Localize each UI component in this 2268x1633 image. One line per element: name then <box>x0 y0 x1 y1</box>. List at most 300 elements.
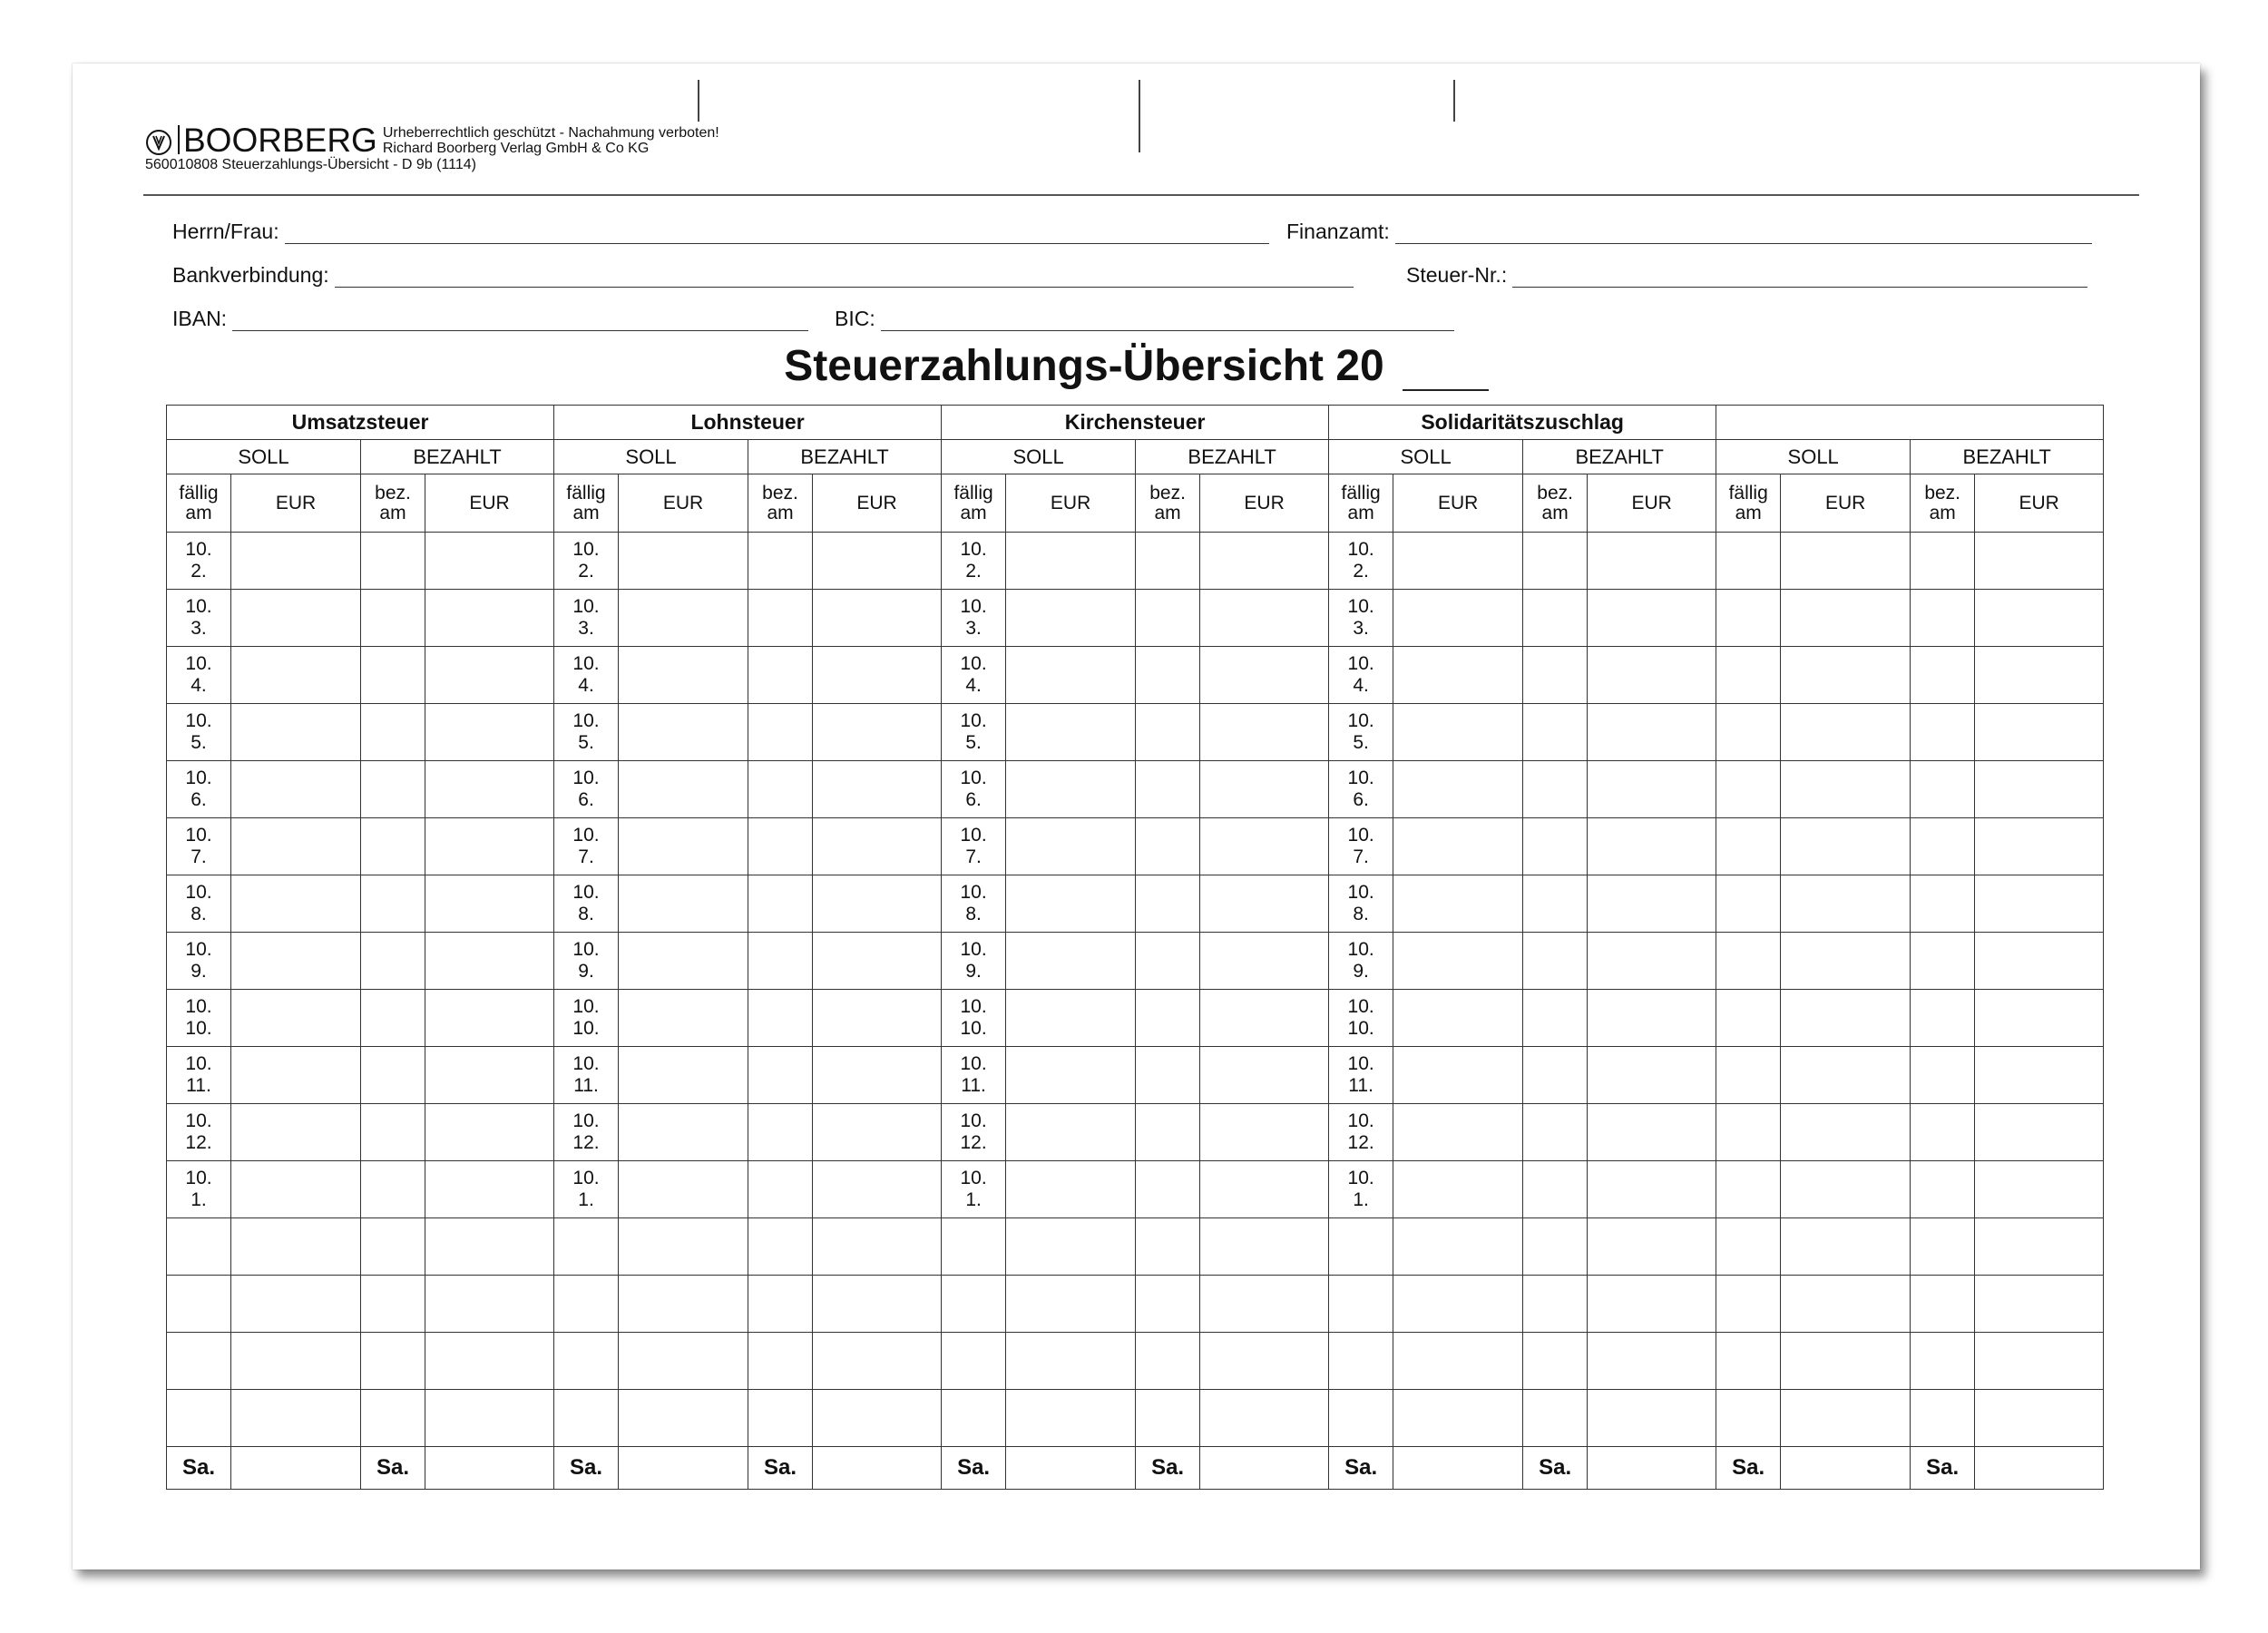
paid-date-cell[interactable] <box>1136 933 1200 990</box>
amount-cell[interactable] <box>1975 1218 2104 1276</box>
amount-cell[interactable] <box>1975 1104 2104 1161</box>
amount-cell[interactable] <box>1200 1218 1329 1276</box>
eur-header: EUR <box>1200 474 1329 533</box>
amount-cell[interactable] <box>813 933 942 990</box>
paid-date-cell[interactable] <box>1136 990 1200 1047</box>
paid-date-cell[interactable] <box>748 533 813 590</box>
sum-amount-cell[interactable] <box>1588 1447 1716 1490</box>
paid-date-cell[interactable] <box>1523 818 1588 875</box>
amount-cell[interactable] <box>1588 875 1716 933</box>
amount-cell[interactable] <box>1975 1333 2104 1390</box>
amount-cell[interactable] <box>619 533 748 590</box>
amount-cell[interactable] <box>1393 647 1523 704</box>
bez-am-header: bez. am <box>748 474 813 533</box>
tax-group-header: Kirchensteuer <box>942 406 1329 440</box>
bankverbindung-line[interactable] <box>335 267 1354 288</box>
paid-date-cell[interactable] <box>1136 875 1200 933</box>
steuer-nr-label: Steuer-Nr.: <box>1406 263 1508 287</box>
amount-cell[interactable] <box>231 1047 361 1104</box>
amount-cell[interactable] <box>231 875 361 933</box>
amount-cell[interactable] <box>1975 590 2104 647</box>
amount-cell[interactable] <box>1006 990 1136 1047</box>
year-blank[interactable] <box>1403 355 1489 391</box>
paid-date-cell[interactable] <box>1911 1047 1975 1104</box>
paid-date-cell[interactable] <box>361 875 425 933</box>
amount-cell[interactable] <box>1200 1390 1329 1447</box>
amount-cell[interactable] <box>813 1218 942 1276</box>
sum-amount-cell[interactable] <box>231 1447 361 1490</box>
amount-cell[interactable] <box>1393 990 1523 1047</box>
paid-date-cell[interactable] <box>361 761 425 818</box>
paid-date-cell[interactable] <box>1911 1104 1975 1161</box>
amount-cell[interactable] <box>619 1276 748 1333</box>
amount-cell[interactable] <box>231 1390 361 1447</box>
paid-date-cell[interactable] <box>1523 590 1588 647</box>
amount-cell[interactable] <box>231 704 361 761</box>
amount-cell[interactable] <box>1393 590 1523 647</box>
due-date-cell <box>1716 1047 1781 1104</box>
amount-cell[interactable] <box>1975 875 2104 933</box>
amount-cell[interactable] <box>1781 533 1911 590</box>
fold-mark <box>1453 80 1455 122</box>
amount-cell[interactable] <box>1200 875 1329 933</box>
sum-amount-cell[interactable] <box>425 1447 554 1490</box>
sum-amount-cell[interactable] <box>619 1447 748 1490</box>
paid-date-cell[interactable] <box>361 590 425 647</box>
paid-date-cell[interactable] <box>1136 533 1200 590</box>
amount-cell[interactable] <box>1588 1276 1716 1333</box>
amount-cell[interactable] <box>1588 1333 1716 1390</box>
paid-date-cell[interactable] <box>748 1333 813 1390</box>
faellig-am-header: fällig am <box>1716 474 1781 533</box>
paid-date-cell[interactable] <box>361 1047 425 1104</box>
sum-label: Sa. <box>361 1447 425 1490</box>
paid-date-cell[interactable] <box>361 533 425 590</box>
amount-cell[interactable] <box>1200 990 1329 1047</box>
paid-date-cell[interactable] <box>1523 1161 1588 1218</box>
amount-cell[interactable] <box>1393 1390 1523 1447</box>
amount-cell[interactable] <box>619 1161 748 1218</box>
sum-amount-cell[interactable] <box>1393 1447 1523 1490</box>
amount-cell[interactable] <box>1781 590 1911 647</box>
amount-cell[interactable] <box>1393 1047 1523 1104</box>
paid-date-cell[interactable] <box>1911 1218 1975 1276</box>
due-date-cell: 10. 9. <box>167 933 231 990</box>
paid-date-cell[interactable] <box>1523 990 1588 1047</box>
amount-cell[interactable] <box>231 990 361 1047</box>
paid-date-cell[interactable] <box>748 875 813 933</box>
copyright-notice: Urheberrechtlich geschützt - Nachahmung verboten! <box>382 125 719 141</box>
amount-cell[interactable] <box>1200 1333 1329 1390</box>
amount-cell[interactable] <box>231 1333 361 1390</box>
paid-date-cell[interactable] <box>1136 1047 1200 1104</box>
amount-cell[interactable] <box>619 1218 748 1276</box>
amount-cell[interactable] <box>1588 1161 1716 1218</box>
due-date-cell <box>1716 1276 1781 1333</box>
amount-cell[interactable] <box>231 1161 361 1218</box>
steuer-nr-line[interactable] <box>1512 267 2087 288</box>
table-row <box>167 647 2104 704</box>
soll-header: SOLL <box>167 440 361 474</box>
amount-cell[interactable] <box>1781 875 1911 933</box>
amount-cell[interactable] <box>1781 1218 1911 1276</box>
company-name: Richard Boorberg Verlag GmbH & Co KG <box>382 141 650 156</box>
amount-cell[interactable] <box>425 590 554 647</box>
due-date-cell: 10. 8. <box>167 875 231 933</box>
paid-date-cell[interactable] <box>1523 761 1588 818</box>
amount-cell[interactable] <box>1975 704 2104 761</box>
amount-cell[interactable] <box>1781 818 1911 875</box>
paid-date-cell[interactable] <box>1911 933 1975 990</box>
amount-cell[interactable] <box>231 1104 361 1161</box>
due-date-cell <box>1716 990 1781 1047</box>
paid-date-cell[interactable] <box>361 990 425 1047</box>
amount-cell[interactable] <box>1588 590 1716 647</box>
header-divider <box>143 194 2139 196</box>
amount-cell[interactable] <box>619 590 748 647</box>
paid-date-cell[interactable] <box>748 1047 813 1104</box>
paid-date-cell[interactable] <box>748 1218 813 1276</box>
amount-cell[interactable] <box>619 1390 748 1447</box>
amount-cell[interactable] <box>619 761 748 818</box>
amount-cell[interactable] <box>1200 761 1329 818</box>
amount-cell[interactable] <box>813 704 942 761</box>
paid-date-cell[interactable] <box>1136 704 1200 761</box>
paid-date-cell[interactable] <box>1911 1276 1975 1333</box>
amount-cell[interactable] <box>1200 590 1329 647</box>
bic-line[interactable] <box>881 310 1454 331</box>
paid-date-cell[interactable] <box>1523 933 1588 990</box>
amount-cell[interactable] <box>1006 533 1136 590</box>
amount-cell[interactable] <box>1781 1276 1911 1333</box>
paid-date-cell[interactable] <box>1136 1104 1200 1161</box>
amount-cell[interactable] <box>1200 1104 1329 1161</box>
amount-cell[interactable] <box>1393 1218 1523 1276</box>
amount-cell[interactable] <box>1975 1276 2104 1333</box>
paid-date-cell[interactable] <box>1523 1104 1588 1161</box>
amount-cell[interactable] <box>1588 533 1716 590</box>
amount-cell[interactable] <box>619 647 748 704</box>
paid-date-cell[interactable] <box>1911 704 1975 761</box>
amount-cell[interactable] <box>425 1047 554 1104</box>
amount-cell[interactable] <box>1588 761 1716 818</box>
paid-date-cell[interactable] <box>1523 704 1588 761</box>
paid-date-cell[interactable] <box>748 590 813 647</box>
amount-cell[interactable] <box>813 818 942 875</box>
paid-date-cell[interactable] <box>1136 1390 1200 1447</box>
paid-date-cell[interactable] <box>361 647 425 704</box>
amount-cell[interactable] <box>1006 647 1136 704</box>
paid-date-cell[interactable] <box>1523 1333 1588 1390</box>
amount-cell[interactable] <box>1781 1047 1911 1104</box>
amount-cell[interactable] <box>1393 1276 1523 1333</box>
amount-cell[interactable] <box>425 1276 554 1333</box>
paid-date-cell[interactable] <box>748 704 813 761</box>
amount-cell[interactable] <box>425 875 554 933</box>
amount-cell[interactable] <box>231 590 361 647</box>
amount-cell[interactable] <box>1200 933 1329 990</box>
soll-header: SOLL <box>1716 440 1911 474</box>
due-date-cell: 10. 11. <box>1329 1047 1393 1104</box>
amount-cell[interactable] <box>425 933 554 990</box>
amount-cell[interactable] <box>1781 647 1911 704</box>
paid-date-cell[interactable] <box>361 1161 425 1218</box>
amount-cell[interactable] <box>813 590 942 647</box>
paid-date-cell[interactable] <box>1523 533 1588 590</box>
paid-date-cell[interactable] <box>1136 1333 1200 1390</box>
amount-cell[interactable] <box>1393 704 1523 761</box>
amount-cell[interactable] <box>1393 933 1523 990</box>
amount-cell[interactable] <box>231 933 361 990</box>
paid-date-cell[interactable] <box>1523 875 1588 933</box>
paid-date-cell[interactable] <box>1136 761 1200 818</box>
amount-cell[interactable] <box>1200 704 1329 761</box>
iban-line[interactable] <box>232 310 808 331</box>
amount-cell[interactable] <box>1588 933 1716 990</box>
amount-cell[interactable] <box>813 1047 942 1104</box>
sum-label: Sa. <box>942 1447 1006 1490</box>
due-date-cell <box>1716 761 1781 818</box>
paid-date-cell[interactable] <box>1523 1218 1588 1276</box>
due-date-cell <box>167 1276 231 1333</box>
herrn-frau-field[interactable] <box>172 220 1269 244</box>
paid-date-cell[interactable] <box>1911 1333 1975 1390</box>
herrn-frau-line[interactable] <box>285 223 1269 244</box>
amount-cell[interactable] <box>1200 1276 1329 1333</box>
amount-cell[interactable] <box>231 647 361 704</box>
due-date-cell: 10. 5. <box>1329 704 1393 761</box>
amount-cell[interactable] <box>813 875 942 933</box>
paid-date-cell[interactable] <box>1911 1390 1975 1447</box>
bezahlt-header: BEZAHLT <box>361 440 554 474</box>
amount-cell[interactable] <box>1588 818 1716 875</box>
due-date-cell: 10. 2. <box>167 533 231 590</box>
paid-date-cell[interactable] <box>748 1104 813 1161</box>
table-row <box>167 875 2104 933</box>
amount-cell[interactable] <box>425 1333 554 1390</box>
amount-cell[interactable] <box>425 761 554 818</box>
amount-cell[interactable] <box>231 1276 361 1333</box>
amount-cell[interactable] <box>1781 990 1911 1047</box>
amount-cell[interactable] <box>1588 1047 1716 1104</box>
iban-field[interactable] <box>172 307 808 331</box>
paid-date-cell[interactable] <box>1523 1276 1588 1333</box>
amount-cell[interactable] <box>1781 933 1911 990</box>
bic-field[interactable] <box>835 307 1454 331</box>
paid-date-cell[interactable] <box>748 1276 813 1333</box>
finanzamt-line[interactable] <box>1395 223 2092 244</box>
sum-amount-cell[interactable] <box>1200 1447 1329 1490</box>
paid-date-cell[interactable] <box>1136 818 1200 875</box>
amount-cell[interactable] <box>619 1104 748 1161</box>
amount-cell[interactable] <box>1006 761 1136 818</box>
sum-amount-cell[interactable] <box>1006 1447 1136 1490</box>
paid-date-cell[interactable] <box>748 1390 813 1447</box>
tax-group-header: Solidaritätszuschlag <box>1329 406 1716 440</box>
amount-cell[interactable] <box>619 875 748 933</box>
amount-cell[interactable] <box>1781 1104 1911 1161</box>
amount-cell[interactable] <box>1393 1161 1523 1218</box>
due-date-cell: 10. 3. <box>554 590 619 647</box>
amount-cell[interactable] <box>1781 1390 1911 1447</box>
due-date-cell: 10. 8. <box>554 875 619 933</box>
amount-cell[interactable] <box>619 1333 748 1390</box>
amount-cell[interactable] <box>1393 818 1523 875</box>
paid-date-cell[interactable] <box>1136 1276 1200 1333</box>
bankverbindung-field[interactable] <box>172 263 1354 288</box>
paid-date-cell[interactable] <box>1136 647 1200 704</box>
amount-cell[interactable] <box>1975 647 2104 704</box>
paid-date-cell[interactable] <box>1523 1047 1588 1104</box>
amount-cell[interactable] <box>1588 647 1716 704</box>
amount-cell[interactable] <box>619 818 748 875</box>
paid-date-cell[interactable] <box>361 1104 425 1161</box>
amount-cell[interactable] <box>1781 704 1911 761</box>
amount-cell[interactable] <box>231 761 361 818</box>
amount-cell[interactable] <box>1975 1047 2104 1104</box>
paid-date-cell[interactable] <box>748 761 813 818</box>
amount-cell[interactable] <box>425 1104 554 1161</box>
amount-cell[interactable] <box>425 990 554 1047</box>
amount-cell[interactable] <box>231 533 361 590</box>
paid-date-cell[interactable] <box>1911 761 1975 818</box>
amount-cell[interactable] <box>1393 875 1523 933</box>
amount-cell[interactable] <box>619 704 748 761</box>
paid-date-cell[interactable] <box>1911 590 1975 647</box>
paid-date-cell[interactable] <box>1136 590 1200 647</box>
amount-cell[interactable] <box>1006 875 1136 933</box>
bezahlt-header: BEZAHLT <box>748 440 942 474</box>
amount-cell[interactable] <box>1006 818 1136 875</box>
due-date-cell: 10. 12. <box>942 1104 1006 1161</box>
paid-date-cell[interactable] <box>361 1276 425 1333</box>
amount-cell[interactable] <box>813 533 942 590</box>
amount-cell[interactable] <box>1588 1218 1716 1276</box>
soll-header: SOLL <box>1329 440 1523 474</box>
amount-cell[interactable] <box>1200 647 1329 704</box>
amount-cell[interactable] <box>1200 1047 1329 1104</box>
amount-cell[interactable] <box>231 818 361 875</box>
amount-cell[interactable] <box>813 1104 942 1161</box>
amount-cell[interactable] <box>1393 761 1523 818</box>
finanzamt-field[interactable] <box>1286 220 2092 244</box>
paid-date-cell[interactable] <box>1136 1218 1200 1276</box>
amount-cell[interactable] <box>1006 933 1136 990</box>
amount-cell[interactable] <box>1393 533 1523 590</box>
title-text: Steuerzahlungs-Übersicht 20 <box>784 342 1384 390</box>
paid-date-cell[interactable] <box>748 647 813 704</box>
amount-cell[interactable] <box>1588 704 1716 761</box>
amount-cell[interactable] <box>1588 990 1716 1047</box>
amount-cell[interactable] <box>1975 933 2104 990</box>
amount-cell[interactable] <box>425 1161 554 1218</box>
amount-cell[interactable] <box>425 818 554 875</box>
amount-cell[interactable] <box>1588 1390 1716 1447</box>
amount-cell[interactable] <box>1975 1390 2104 1447</box>
due-date-cell: 10. 11. <box>942 1047 1006 1104</box>
paid-date-cell[interactable] <box>361 933 425 990</box>
amount-cell[interactable] <box>1006 1047 1136 1104</box>
amount-cell[interactable] <box>813 647 942 704</box>
paid-date-cell[interactable] <box>748 990 813 1047</box>
amount-cell[interactable] <box>1006 704 1136 761</box>
amount-cell[interactable] <box>1975 818 2104 875</box>
sum-amount-cell[interactable] <box>813 1447 942 1490</box>
paid-date-cell[interactable] <box>1911 533 1975 590</box>
paid-date-cell[interactable] <box>748 1161 813 1218</box>
due-date-cell <box>1716 647 1781 704</box>
amount-cell[interactable] <box>425 647 554 704</box>
sum-amount-cell[interactable] <box>1781 1447 1911 1490</box>
amount-cell[interactable] <box>1588 1104 1716 1161</box>
amount-cell[interactable] <box>231 1218 361 1276</box>
amount-cell[interactable] <box>425 1218 554 1276</box>
paid-date-cell[interactable] <box>361 1333 425 1390</box>
amount-cell[interactable] <box>813 1390 942 1447</box>
amount-cell[interactable] <box>1006 1218 1136 1276</box>
amount-cell[interactable] <box>619 933 748 990</box>
paid-date-cell[interactable] <box>1911 818 1975 875</box>
amount-cell[interactable] <box>425 704 554 761</box>
sum-amount-cell[interactable] <box>1975 1447 2104 1490</box>
amount-cell[interactable] <box>1781 1333 1911 1390</box>
paid-date-cell[interactable] <box>748 933 813 990</box>
amount-cell[interactable] <box>1781 1161 1911 1218</box>
amount-cell[interactable] <box>1006 590 1136 647</box>
paid-date-cell[interactable] <box>361 1390 425 1447</box>
paid-date-cell[interactable] <box>1523 1390 1588 1447</box>
amount-cell[interactable] <box>1975 1161 2104 1218</box>
amount-cell[interactable] <box>1200 818 1329 875</box>
amount-cell[interactable] <box>1975 533 2104 590</box>
amount-cell[interactable] <box>1006 1104 1136 1161</box>
amount-cell[interactable] <box>813 1333 942 1390</box>
amount-cell[interactable] <box>425 533 554 590</box>
amount-cell[interactable] <box>619 990 748 1047</box>
amount-cell[interactable] <box>425 1390 554 1447</box>
amount-cell[interactable] <box>1006 1276 1136 1333</box>
amount-cell[interactable] <box>813 1276 942 1333</box>
paid-date-cell[interactable] <box>1911 1161 1975 1218</box>
amount-cell[interactable] <box>1393 1333 1523 1390</box>
due-date-cell: 10. 11. <box>554 1047 619 1104</box>
amount-cell[interactable] <box>813 990 942 1047</box>
amount-cell[interactable] <box>813 1161 942 1218</box>
amount-cell[interactable] <box>1393 1104 1523 1161</box>
paid-date-cell[interactable] <box>1911 990 1975 1047</box>
paid-date-cell[interactable] <box>361 704 425 761</box>
paid-date-cell[interactable] <box>1523 647 1588 704</box>
amount-cell[interactable] <box>1975 761 2104 818</box>
amount-cell[interactable] <box>1006 1333 1136 1390</box>
paid-date-cell[interactable] <box>361 818 425 875</box>
amount-cell[interactable] <box>1200 1161 1329 1218</box>
paid-date-cell[interactable] <box>361 1218 425 1276</box>
amount-cell[interactable] <box>1200 533 1329 590</box>
paid-date-cell[interactable] <box>1911 875 1975 933</box>
amount-cell[interactable] <box>619 1047 748 1104</box>
table-row <box>167 1047 2104 1104</box>
amount-cell[interactable] <box>813 761 942 818</box>
amount-cell[interactable] <box>1006 1390 1136 1447</box>
amount-cell[interactable] <box>1781 761 1911 818</box>
paid-date-cell[interactable] <box>1136 1161 1200 1218</box>
amount-cell[interactable] <box>1006 1161 1136 1218</box>
steuer-nr-field[interactable] <box>1406 263 2087 288</box>
amount-cell[interactable] <box>1975 990 2104 1047</box>
paid-date-cell[interactable] <box>1911 647 1975 704</box>
paid-date-cell[interactable] <box>748 818 813 875</box>
